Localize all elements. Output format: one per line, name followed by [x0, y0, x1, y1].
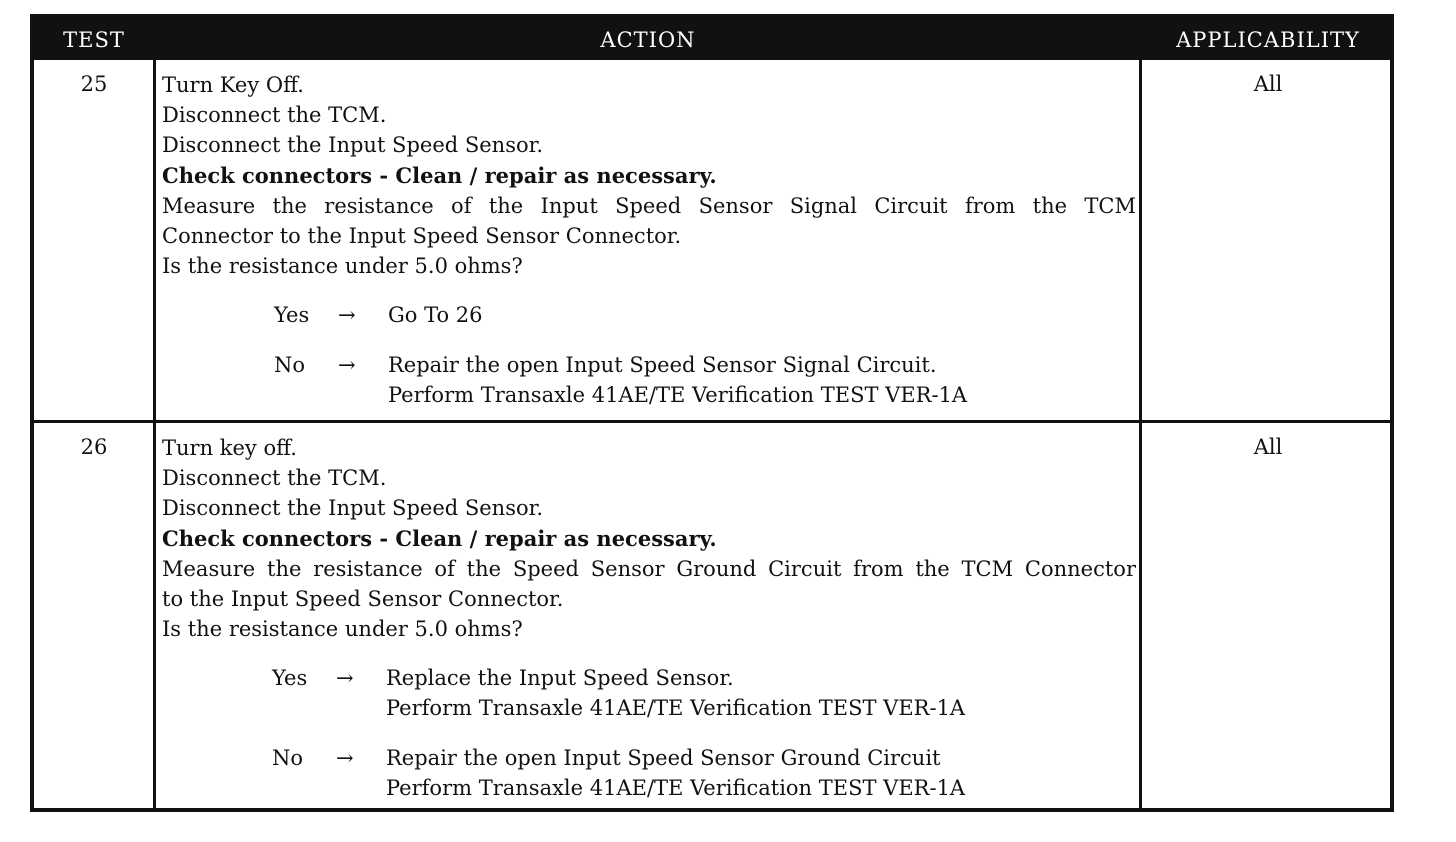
action-line-bold: Check connectors - Clean / repair as necessary. [162, 162, 717, 188]
arrow-right-icon: → [338, 303, 356, 327]
action-steps [162, 70, 1136, 281]
action-line: Turn Key Off. [162, 73, 304, 97]
no-text: Repair the open Input Speed Sensor Signal Circuit. [388, 353, 937, 377]
action-line: Is the resistance under 5.0 ohms? [162, 254, 523, 279]
no-text: Perform Transaxle 41AE/TE Verification TEST VER-1A [386, 776, 966, 800]
header-test: TEST [63, 28, 125, 52]
yes-text: Go To 26 [388, 303, 483, 327]
no-label: No [274, 353, 306, 377]
yes-label: Yes [272, 666, 308, 690]
applicability-value: All [1253, 72, 1283, 96]
table-row [34, 423, 1390, 813]
header-action: ACTION [600, 28, 696, 52]
action-line: Disconnect the TCM. [162, 466, 387, 491]
no-response [274, 350, 1074, 410]
action-line: to the Input Speed Sensor Connector. [162, 587, 564, 612]
yes-label: Yes [274, 303, 310, 327]
action-line: Is the resistance under 5.0 ohms? [162, 617, 523, 642]
action-line: Connector to the Input Speed Sensor Connector. [162, 224, 682, 249]
no-text: Perform Transaxle 41AE/TE Verification TEST VER-1A [388, 383, 968, 407]
no-label: No [272, 746, 304, 770]
table-header [34, 18, 1390, 60]
action-line-bold: Check connectors - Clean / repair as necessary. [162, 525, 717, 551]
yes-response [274, 300, 1074, 330]
action-line: Disconnect the TCM. [162, 103, 387, 128]
arrow-right-icon: → [336, 666, 354, 690]
action-line: Disconnect the Input Speed Sensor. [162, 496, 544, 521]
no-text: Repair the open Input Speed Sensor Ground Circuit [386, 746, 941, 770]
diagnostic-test-table [30, 14, 1394, 812]
table-row [34, 60, 1390, 420]
arrow-right-icon: → [338, 353, 356, 377]
yes-text: Perform Transaxle 41AE/TE Verification TEST VER-1A [386, 696, 966, 720]
action-line: Turn key off. [162, 436, 297, 460]
yes-text: Replace the Input Speed Sensor. [386, 666, 734, 690]
no-response [272, 743, 1072, 803]
test-number: 26 [80, 435, 108, 459]
arrow-right-icon: → [336, 746, 354, 770]
action-line: Disconnect the Input Speed Sensor. [162, 133, 544, 158]
test-number: 25 [80, 72, 108, 96]
action-line: Measure the resistance of the Speed Sensor Ground Circuit from the TCM Connector [162, 556, 1136, 581]
action-line: Measure the resistance of the Input Speed Sensor Signal Circuit from the TCM [162, 193, 1136, 218]
yes-response [272, 663, 1072, 723]
action-steps [162, 433, 1136, 644]
applicability-value: All [1253, 435, 1283, 459]
header-applicability: APPLICABILITY [1176, 28, 1360, 52]
